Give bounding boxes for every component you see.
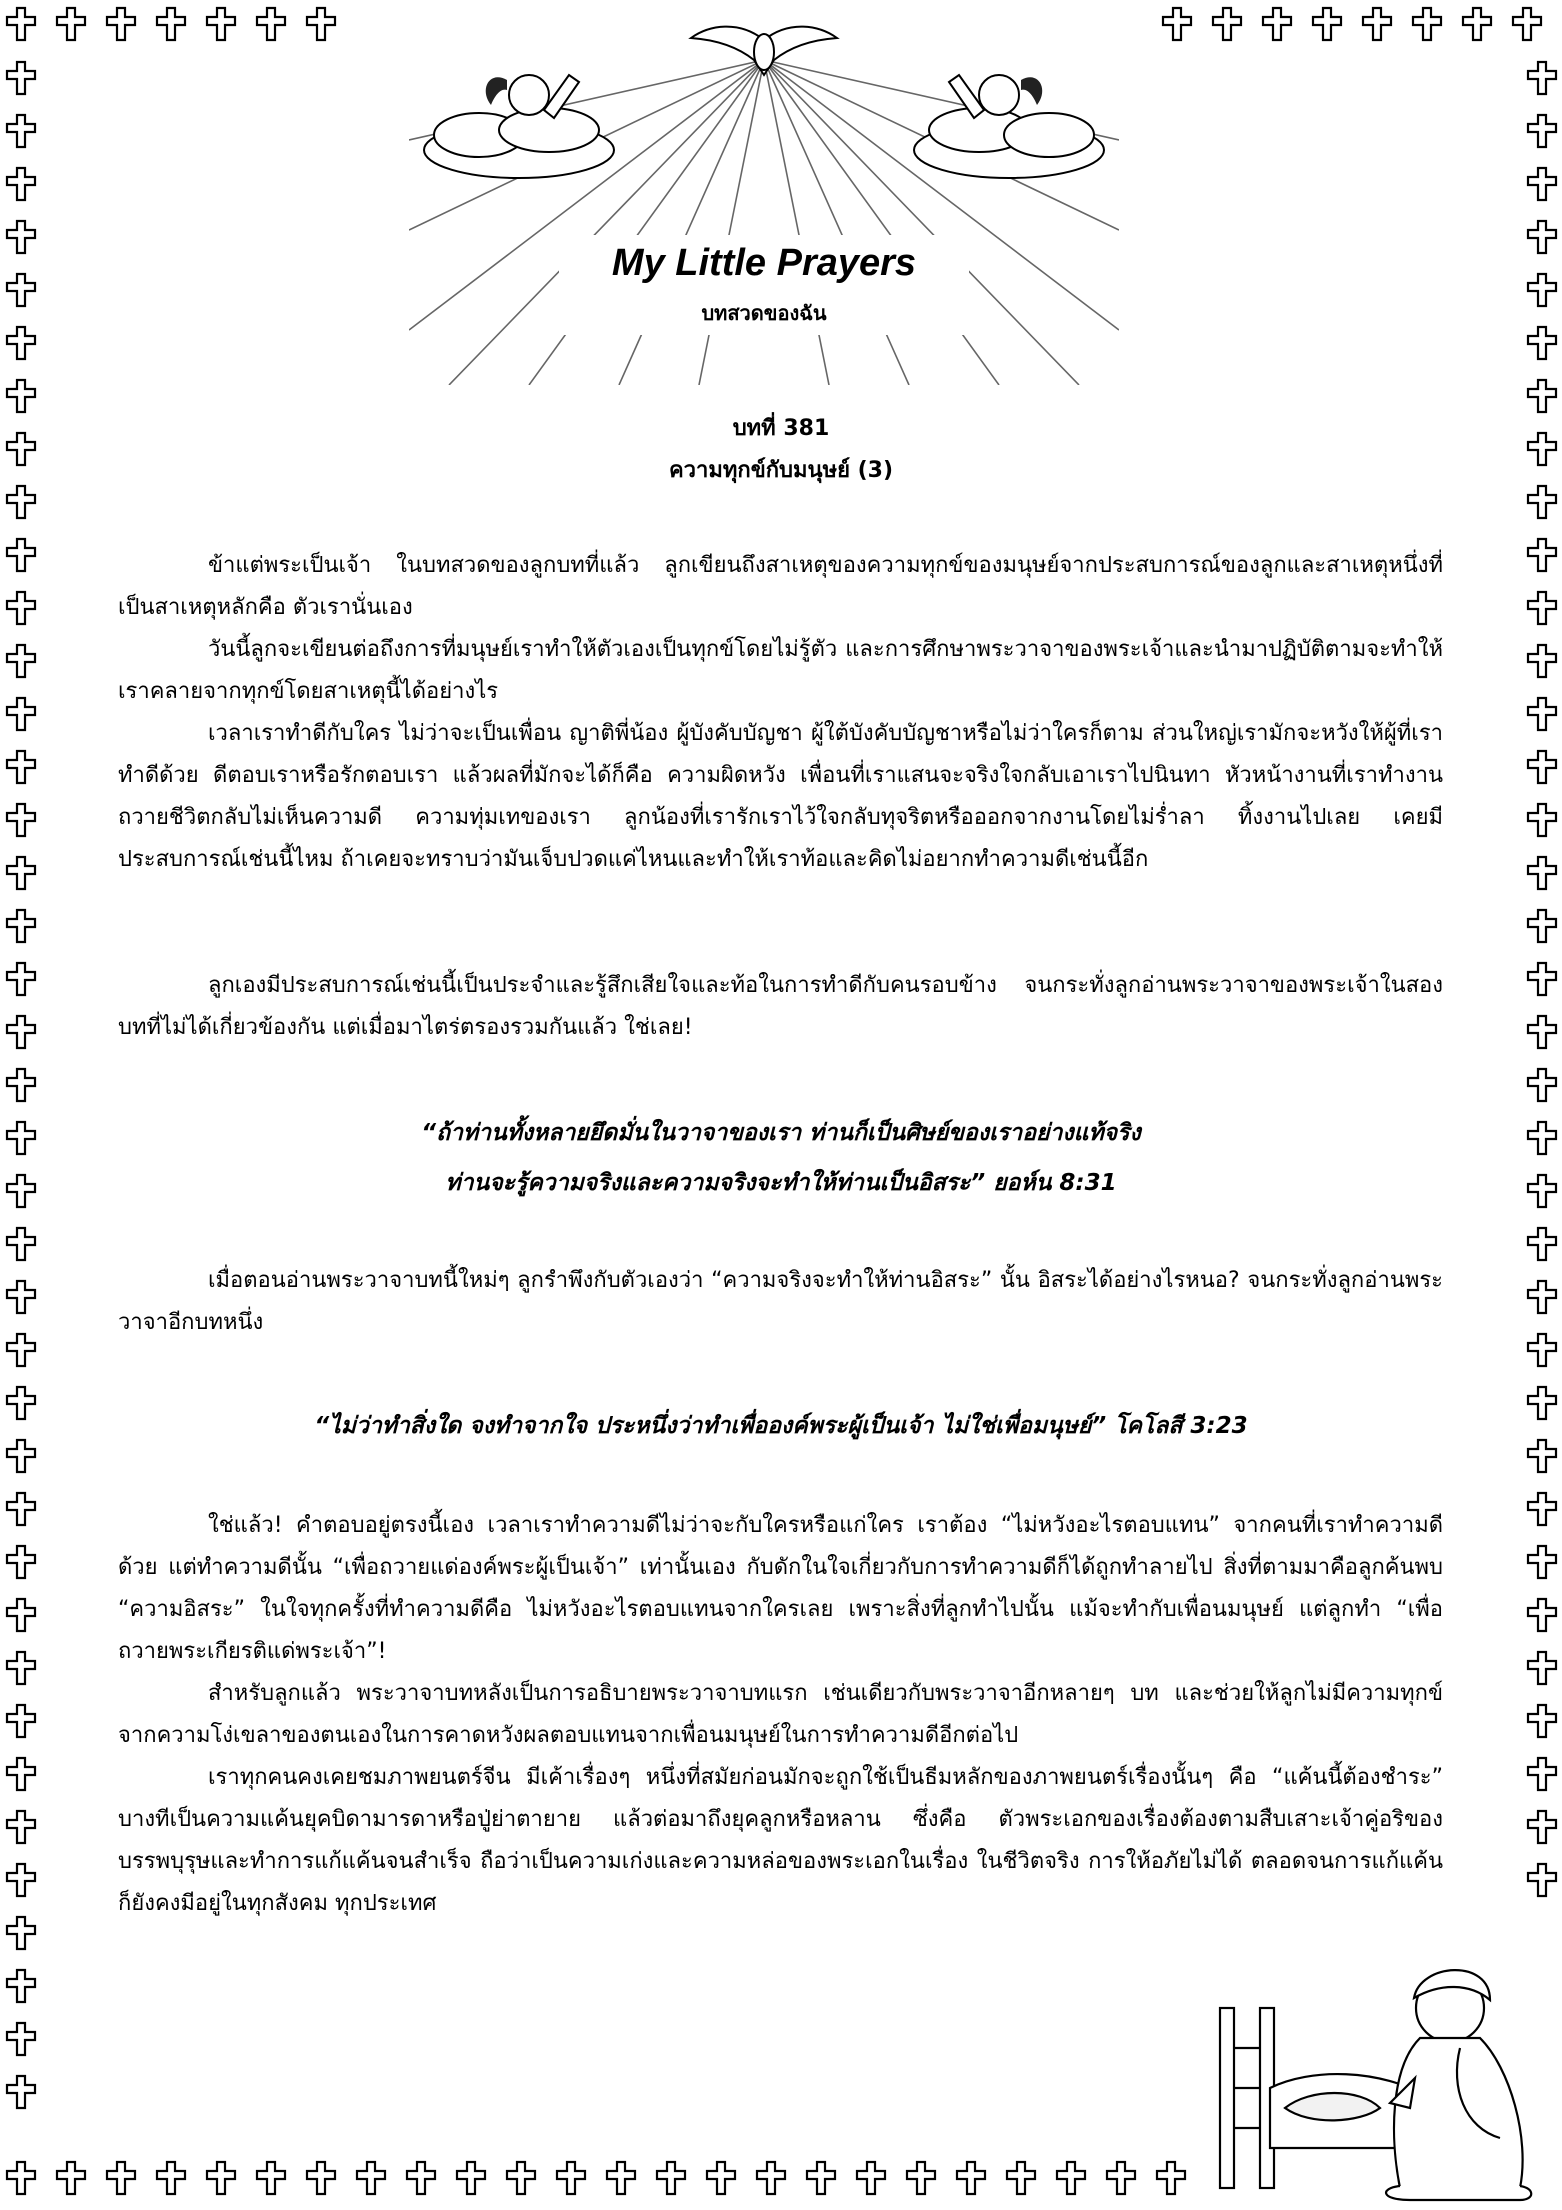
cross-icon bbox=[4, 484, 38, 520]
cross-icon bbox=[4, 113, 38, 149]
cross-icon bbox=[1525, 1597, 1559, 1633]
cross-icon bbox=[1525, 1226, 1559, 1262]
cross-icon bbox=[4, 590, 38, 626]
cross-icon bbox=[504, 2160, 538, 2196]
cross-icon bbox=[354, 2160, 388, 2196]
cross-icon bbox=[54, 2160, 88, 2196]
cross-icon bbox=[1410, 6, 1444, 42]
cross-icon bbox=[1525, 219, 1559, 255]
cross-icon bbox=[1525, 484, 1559, 520]
cross-icon bbox=[1310, 6, 1344, 42]
cross-icon bbox=[4, 1756, 38, 1792]
cross-icon bbox=[4, 219, 38, 255]
cross-icon bbox=[4, 1703, 38, 1739]
cross-icon bbox=[1525, 696, 1559, 732]
cross-icon bbox=[1210, 6, 1244, 42]
cross-icon bbox=[1525, 961, 1559, 997]
cross-icon bbox=[1525, 537, 1559, 573]
paragraph-text: สำหรับลูกแล้ว พระวาจาบทหลังเป็นการอธิบายพระวาจาบทแรก เช่นเดียวกับพระวาจาอีกหลายๆ บท และช่วยให้ลูกไม่มีความทุกข์จากความโง่เขลาของตนเองในการคาดหวังผลตอบแทนจากเพื่อนมนุษย์ในการทำความดีอีกต่อไป bbox=[118, 1681, 1443, 1748]
cross-icon bbox=[104, 6, 138, 42]
paragraph-text: ข้าแต่พระเป็นเจ้า ในบทสวดของลูกบทที่แล้ว ลูกเขียนถึงสาเหตุของความทุกข์ของมนุษย์จากประสบการณ์ของลูกและสาเหตุหนึ่งที่เป็นสาเหตุหลักคือ ตัวเรานั่นเอง bbox=[118, 553, 1443, 620]
lesson-title: ความทุกข์กับมนุษย์ (3) bbox=[668, 458, 894, 483]
cross-icon bbox=[1525, 1491, 1559, 1527]
cross-icon bbox=[204, 6, 238, 42]
logo-title: My Little Prayers bbox=[611, 242, 917, 284]
cross-icon bbox=[4, 1014, 38, 1050]
scripture-quote-colossians: “ไม่ว่าทำสิ่งใด จงทำจากใจ ประหนึ่งว่าทำเพื่อองค์พระผู้เป็นเจ้า ไม่ใช่เพื่อมนุษย์” โคโลสี 3:23 bbox=[314, 1413, 1248, 1439]
dove-icon bbox=[691, 27, 837, 75]
cross-icon bbox=[1525, 1862, 1559, 1898]
cross-icon bbox=[4, 537, 38, 573]
cross-icon bbox=[1260, 6, 1294, 42]
cross-icon bbox=[4, 166, 38, 202]
cross-icon bbox=[1525, 1279, 1559, 1315]
cross-icon bbox=[304, 2160, 338, 2196]
paragraph-text: ลูกเองมีประสบการณ์เช่นนี้เป็นประจำและรู้สึกเสียใจและท้อในการทำดีกับคนรอบข้าง จนกระทั่งลูกอ่านพระวาจาของพระเจ้าในสองบทที่ไม่ได้เกี่ยวข้องกัน แต่เมื่อมาไตร่ตรองรวมกันแล้ว ใช่เลย! bbox=[118, 973, 1443, 1040]
cross-icon bbox=[204, 2160, 238, 2196]
cross-icon bbox=[4, 60, 38, 96]
cross-icon bbox=[54, 6, 88, 42]
cross-icon bbox=[1525, 1756, 1559, 1792]
cross-icon bbox=[1360, 6, 1394, 42]
cross-icon bbox=[4, 2021, 38, 2057]
cross-icon bbox=[4, 802, 38, 838]
cross-icon bbox=[304, 6, 338, 42]
cross-icon bbox=[4, 2074, 38, 2110]
cross-icon bbox=[1525, 378, 1559, 414]
cross-icon bbox=[4, 325, 38, 361]
cross-icon bbox=[604, 2160, 638, 2196]
cross-icon bbox=[4, 1226, 38, 1262]
cross-icon bbox=[854, 2160, 888, 2196]
cross-icon bbox=[1525, 1544, 1559, 1580]
cross-icon bbox=[4, 908, 38, 944]
cross-icon bbox=[404, 2160, 438, 2196]
cross-icon bbox=[1525, 166, 1559, 202]
cross-icon bbox=[554, 2160, 588, 2196]
header-illustration bbox=[409, 0, 1119, 385]
cross-icon bbox=[4, 696, 38, 732]
cross-icon bbox=[154, 6, 188, 42]
cross-icon bbox=[4, 1862, 38, 1898]
paragraph bbox=[118, 629, 1443, 713]
cross-icon bbox=[654, 2160, 688, 2196]
cross-icon bbox=[4, 1650, 38, 1686]
cross-icon bbox=[4, 643, 38, 679]
cross-icon bbox=[254, 6, 288, 42]
paragraph-text: ใช่แล้ว! คำตอบอยู่ตรงนี้เอง เวลาเราทำความดีไม่ว่าจะกับใครหรือแก่ใคร เราต้อง “ไม่หวังอะไรตอบแทน” จากคนที่เราทำความดีด้วย แต่ทำความดีนั้น “เพื่อถวายแด่องค์พระผู้เป็นเจ้า” เท่านั้นเอง กับดักในใจเกี่ยวกับการทำความดีก็ได้ถูกทำลายไป สิ่งที่ตามมาคือลูกค้นพบ “ความอิสระ” ในใจทุกครั้งที่ทำความดีคือ ไม่หวังอะไรตอบแทนจากใครเลย เพราะสิ่งที่ลูกทำไปนั้น แม้จะทำกับเพื่อนมนุษย์ แต่ลูกทำ “เพื่อถวายพระเกียรติแด่พระเจ้า”! bbox=[118, 1513, 1443, 1664]
paragraph-text: เมื่อตอนอ่านพระวาจาบทนี้ใหม่ๆ ลูกรำพึงกับตัวเองว่า “ความจริงจะทำให้ท่านอิสระ” นั้น อิสระได้อย่างไรหนอ? จนกระทั่งลูกอ่านพระวาจาอีกบทหนึ่ง bbox=[118, 1268, 1443, 1335]
cross-icon bbox=[1525, 908, 1559, 944]
cross-icon bbox=[4, 6, 38, 42]
cross-icon bbox=[754, 2160, 788, 2196]
cross-icon bbox=[1154, 2160, 1188, 2196]
cross-icon bbox=[1525, 1014, 1559, 1050]
cross-icon bbox=[4, 1279, 38, 1315]
cross-icon bbox=[4, 2160, 38, 2196]
angel-right-icon bbox=[914, 75, 1104, 178]
scripture-quote-john-line2: ท่านจะรู้ความจริงและความจริงจะทำให้ท่านเป็นอิสระ” ยอห์น 8:31 bbox=[445, 1170, 1117, 1196]
cross-icon bbox=[4, 749, 38, 785]
cross-icon bbox=[1525, 1809, 1559, 1845]
praying-child-illustration bbox=[1200, 1938, 1540, 2203]
paragraph bbox=[118, 1260, 1443, 1344]
cross-icon bbox=[154, 2160, 188, 2196]
cross-icon bbox=[1525, 590, 1559, 626]
cross-icon bbox=[1525, 113, 1559, 149]
cross-icon bbox=[1054, 2160, 1088, 2196]
cross-icon bbox=[454, 2160, 488, 2196]
cross-icon bbox=[4, 1332, 38, 1368]
cross-icon bbox=[1525, 1067, 1559, 1103]
cross-icon bbox=[4, 1915, 38, 1951]
cross-icon bbox=[804, 2160, 838, 2196]
cross-icon bbox=[1104, 2160, 1138, 2196]
cross-icon bbox=[1525, 272, 1559, 308]
logo-subtitle: บทสวดของฉัน bbox=[701, 301, 827, 325]
cross-icon bbox=[4, 1067, 38, 1103]
cross-icon bbox=[4, 855, 38, 891]
scripture-quote-john-line1: “ถ้าท่านทั้งหลายยึดมั่นในวาจาของเรา ท่านก็เป็นศิษย์ของเราอย่างแท้จริง bbox=[421, 1120, 1141, 1146]
cross-icon bbox=[1525, 1703, 1559, 1739]
cross-icon bbox=[1160, 6, 1194, 42]
paragraph-text: เราทุกคนคงเคยชมภาพยนตร์จีน มีเค้าเรื่องๆ หนึ่งที่สมัยก่อนมักจะถูกใช้เป็นธีมหลักของภาพยนตร์เรื่องนั้นๆ คือ “แค้นนี้ต้องชำระ” บางทีเป็นความแค้นยุคบิดามารดาหรือปู่ย่าตายาย แล้วต่อมาถึงยุคลูกหรือหลาน ซึ่งคือ ตัวพระเอกของเรื่องต้องตามสืบเสาะเจ้าคู่อริของบรรพบุรุษและทำการแก้แค้นจนสำเร็จ ถือว่าเป็นความเก่งและความหล่อของพระเอกในเรื่อง ในชีวิตจริง การให้อภัยไม่ได้ ตลอดจนการแก้แค้นก็ยังคงมีอยู่ในทุกสังคม ทุกประเทศ bbox=[118, 1765, 1443, 1916]
cross-icon bbox=[1510, 6, 1544, 42]
paragraph bbox=[118, 965, 1443, 1049]
cross-icon bbox=[104, 2160, 138, 2196]
paragraph bbox=[118, 713, 1443, 881]
cross-icon bbox=[1525, 749, 1559, 785]
paragraph-text: วันนี้ลูกจะเขียนต่อถึงการที่มนุษย์เราทำให้ตัวเองเป็นทุกข์โดยไม่รู้ตัว และการศึกษาพระวาจาของพระเจ้าและนำมาปฏิบัติตามจะทำให้เราคลายจากทุกข์โดยสาเหตุนี้ได้อย่างไร bbox=[118, 637, 1443, 704]
cross-icon bbox=[904, 2160, 938, 2196]
cross-icon bbox=[4, 1597, 38, 1633]
cross-icon bbox=[4, 1968, 38, 2004]
cross-icon bbox=[1525, 60, 1559, 96]
cross-icon bbox=[1525, 855, 1559, 891]
paragraph bbox=[118, 1505, 1443, 1673]
cross-icon bbox=[4, 378, 38, 414]
cross-icon bbox=[4, 1809, 38, 1845]
cross-icon bbox=[1525, 1650, 1559, 1686]
cross-icon bbox=[1004, 2160, 1038, 2196]
paragraph bbox=[118, 1757, 1443, 1925]
cross-icon bbox=[1525, 325, 1559, 361]
cross-icon bbox=[1460, 6, 1494, 42]
cross-icon bbox=[4, 1491, 38, 1527]
angel-left-icon bbox=[424, 75, 614, 178]
cross-icon bbox=[1525, 802, 1559, 838]
cross-icon bbox=[954, 2160, 988, 2196]
paragraph bbox=[118, 1673, 1443, 1757]
paragraph-text: เวลาเราทำดีกับใคร ไม่ว่าจะเป็นเพื่อน ญาติพี่น้อง ผู้บังคับบัญชา ผู้ใต้บังคับบัญชาหรือไม่ว่าใครก็ตาม ส่วนใหญ่เรามักจะหวังให้ผู้ที่เราทำดีด้วย ดีตอบเราหรือรักตอบเรา แล้วผลที่มักจะได้ก็คือ ความผิดหวัง เพื่อนที่เราแสนจะจริงใจกลับเอาเราไปนินทา หัวหน้างานที่เราทำงานถวายชีวิตกลับไม่เห็นความดี ความทุ่มเทของเรา ลูกน้องที่เรารักเราไว้ใจกลับทุจริตหรือออกจากงานโดยไม่ร่ำลา ทิ้งงานไปเลย เคยมีประสบการณ์เช่นนี้ไหม ถ้าเคยจะทราบว่ามันเจ็บปวดแค่ไหนและทำให้เราท้อและคิดไม่อยากทำความดีเช่นนี้อีก bbox=[118, 721, 1443, 872]
cross-icon bbox=[4, 1544, 38, 1580]
paragraph bbox=[118, 545, 1443, 629]
lesson-number: บทที่ 381 bbox=[732, 416, 830, 441]
cross-icon bbox=[1525, 643, 1559, 679]
cross-icon bbox=[1525, 1332, 1559, 1368]
cross-icon bbox=[4, 961, 38, 997]
cross-icon bbox=[254, 2160, 288, 2196]
cross-icon bbox=[4, 272, 38, 308]
cross-icon bbox=[704, 2160, 738, 2196]
